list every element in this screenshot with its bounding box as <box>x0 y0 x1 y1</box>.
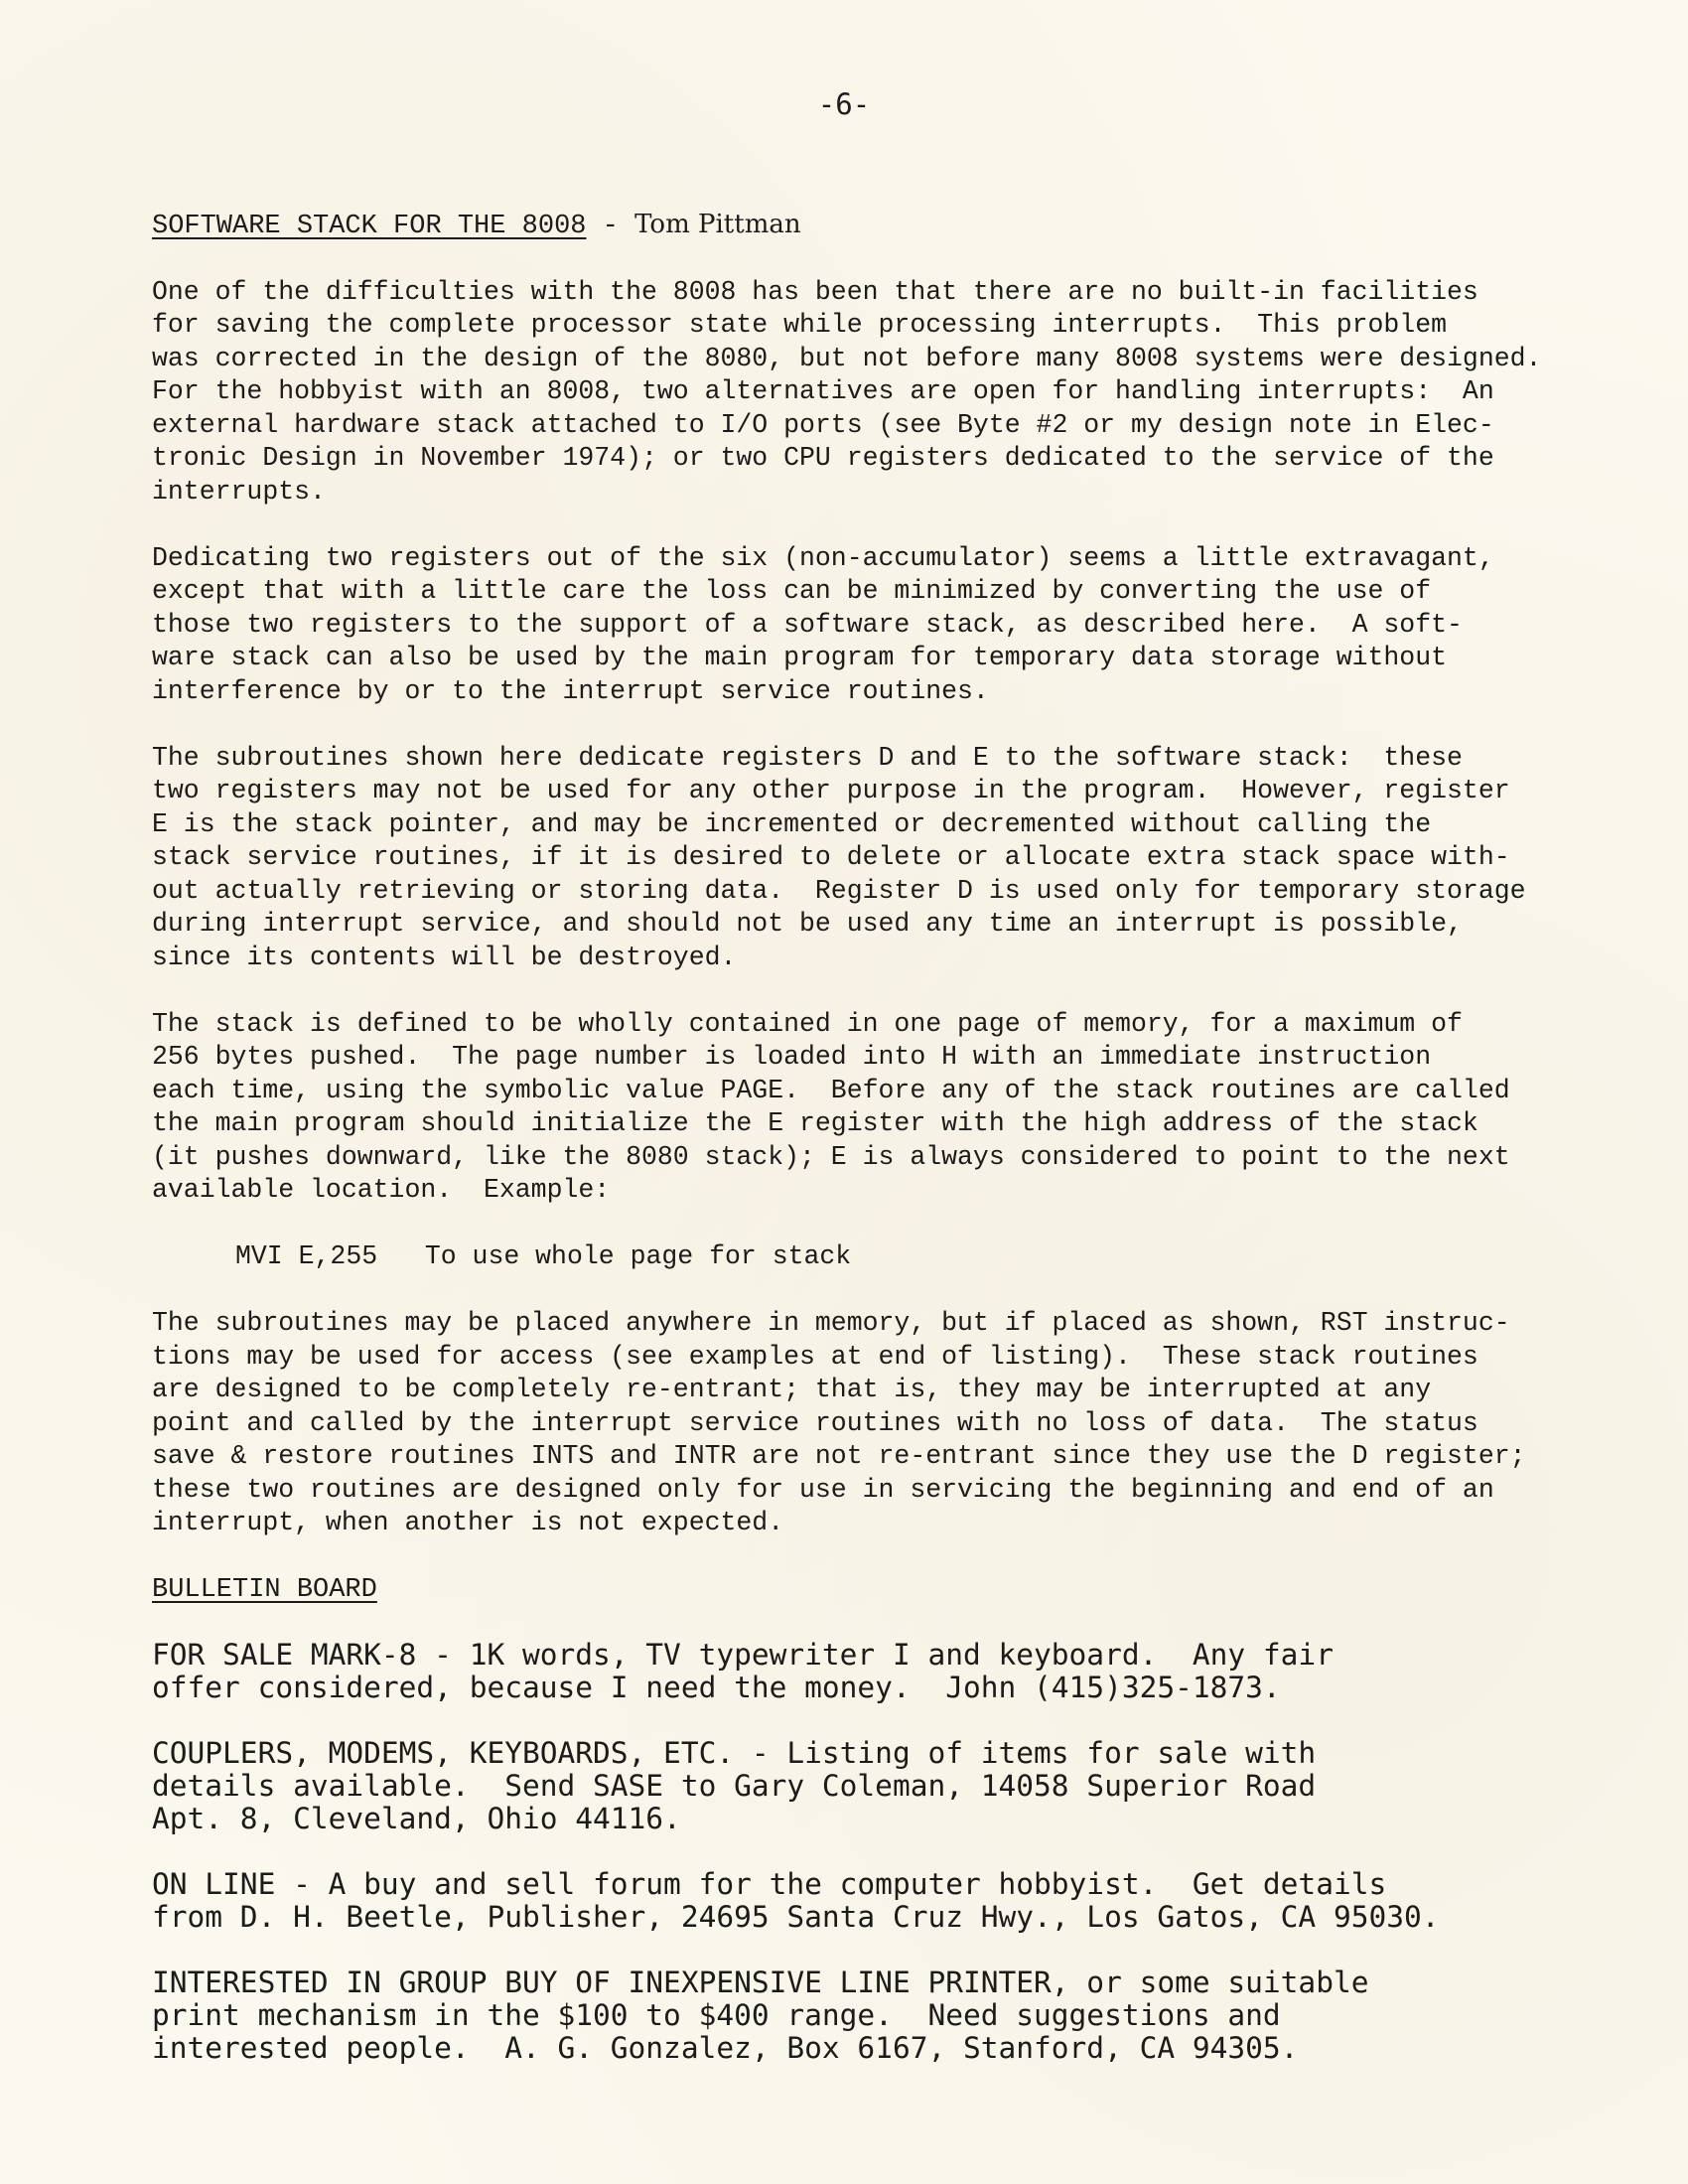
author-separator: - <box>586 212 635 241</box>
bulletin-listing: COUPLERS, MODEMS, KEYBOARDS, ETC. - Listing of items for sale with details available. Send SASE to Gary Coleman, 14058 Superior Road Apt. 8, Cleveland, Ohio 44116. <box>152 1736 1317 1835</box>
article-software-stack <box>152 209 1621 1573</box>
article-heading <box>152 209 1621 244</box>
page-number: -6- <box>817 87 871 121</box>
article-title: SOFTWARE STACK FOR THE 8008 <box>152 212 587 241</box>
bulletin-heading: BULLETIN BOARD <box>152 1575 377 1605</box>
article-paragraph-2: Dedicating two registers out of the six (non-accumulator) seems a little extravagant, except that with a little care the loss can be minimized by converting the use of those two registers to the support of a software stack, as described here. A soft- ware stack can also be used by the main program for temporary data storage without interference by or to the interrupt service routines. <box>152 542 1494 706</box>
bulletin-listing: INTERESTED IN GROUP BUY OF INEXPENSIVE LINE PRINTER, or some suitable print mechanism in the $100 to $400 range. Need suggestions and interested people. A. G. Gonzalez, Box 6167, Stanford, CA 94305. <box>152 1966 1369 2065</box>
article-paragraph-5: The subroutines may be placed anywhere in memory, but if placed as shown, RST instruc- tions may be used for access (see examples at end of listing). These stack routines are designed to be completely re-entrant; that is, they may be interrupted at any point and called by the interrupt service routines with no loss of data. The status save & restore routines INTS and INTR are not re-entrant since they use the D register; these two routines are designed only for use in servicing the beginning and end of an interrupt, when another is not expected. <box>152 1308 1526 1537</box>
code-example: MVI E,255 To use whole page for stack <box>235 1241 852 1271</box>
article-paragraph-4: The stack is defined to be wholly contained in one page of memory, for a maximum of 256 bytes pushed. The page number is loaded into H with an immediate instruction each time, using the symbolic value PAGE. Before any of the stack routines are called the main program should initialize the E register with the high address of the stack (it pushes downward, like the 8080 stack); E is always considered to point to the next available location. Example: <box>152 1008 1510 1205</box>
article-author: Tom Pittman <box>634 210 801 239</box>
bulletin-listing: ON LINE - A buy and sell forum for the computer hobbyist. Get details from D. H. Beetle, Publisher, 24695 Santa Cruz Hwy., Los Gatos, CA 95030. <box>152 1867 1440 1934</box>
article-paragraph-3: The subroutines shown here dedicate registers D and E to the software stack: these two registers may not be used for any other purpose in the program. However, register E is the stack pointer, and may be incremented or decremented without calling the stack service routines, if it is desired to delete or allocate extra stack space with- out actually retrieving or storing data. Register D is used only for temporary storage during interrupt service, and should not be used any time an interrupt is possible, since its contents will be destroyed. <box>152 742 1526 972</box>
article-paragraph-1: One of the difficulties with the 8008 has been that there are no built-in facilities for saving the complete processor state while processing interrupts. This problem was corrected in the design of the 8080, but not before many 8008 systems were designed. For the hobbyist with an 8008, two alternatives are open for handling interrupts: An external hardware stack attached to I/O ports (see Byte #2 or my design note in Elec- tronic Design in November 1974); or two CPU registers dedicated to the service of the interrupts. <box>152 276 1542 507</box>
bulletin-listing: FOR SALE MARK-8 - 1K words, TV typewriter I and keyboard. Any fair offer considered, because I need the money. John (415)325-1873. <box>152 1638 1334 1704</box>
bulletin-board <box>152 1575 1641 2098</box>
